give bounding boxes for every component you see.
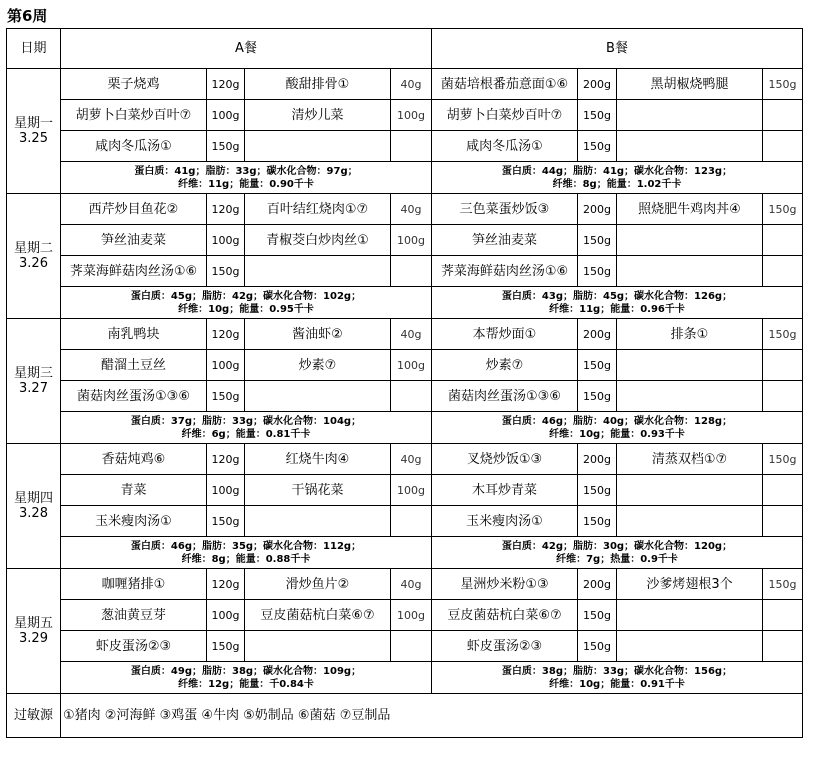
meal-b-dish-2: 照烧肥牛鸡肉丼④ — [617, 194, 763, 225]
meal-a-dish-1: 葱油黄豆芽 — [61, 600, 207, 631]
meal-b-weight-1: 200g — [578, 319, 617, 350]
meal-b-dish-1: 胡萝卜白菜炒百叶⑦ — [432, 100, 578, 131]
meal-b-dish-2 — [617, 100, 763, 131]
meal-a-dish-2: 青椒茭白炒肉丝① — [245, 225, 391, 256]
meal-b-dish-2 — [617, 506, 763, 537]
meal-a-weight-2: 100g — [391, 100, 432, 131]
nutrition-line: 纤维：12g；能量：千0.84卡 — [178, 678, 314, 690]
meal-b-weight-1: 150g — [578, 506, 617, 537]
meal-b-dish-1: 叉烧炒饭①③ — [432, 444, 578, 475]
menu-row — [7, 319, 803, 350]
meal-a-dish-2 — [245, 381, 391, 412]
meal-b-dish-2 — [617, 381, 763, 412]
menu-row — [7, 444, 803, 475]
menu-row — [7, 569, 803, 600]
meal-a-weight-2: 100g — [391, 225, 432, 256]
nutrition-line: 纤维：11g；能量：0.90千卡 — [178, 178, 314, 190]
meal-b-weight-2 — [763, 100, 803, 131]
nutrition-row — [7, 537, 803, 569]
date-label: 3.27 — [19, 381, 48, 396]
day-cell — [7, 194, 61, 319]
nutrition-line: 蛋白质：41g；脂肪：33g；碳水化合物：97g； — [134, 165, 358, 177]
meal-a-dish-1: 咖喱猪排① — [61, 569, 207, 600]
meal-b-dish-1: 本帮炒面① — [432, 319, 578, 350]
menu-row — [7, 100, 803, 131]
meal-b-weight-2: 150g — [763, 444, 803, 475]
week-title: 第6周 — [7, 7, 48, 25]
meal-a-weight-2 — [391, 506, 432, 537]
nutrition-line: 纤维：10g；能量：0.91千卡 — [549, 678, 685, 690]
nutrition-b — [432, 662, 803, 694]
nutrition-line: 纤维：8g；能量：0.88千卡 — [181, 553, 311, 565]
meal-b-weight-1: 150g — [578, 100, 617, 131]
meal-a-dish-1: 醋溜土豆丝 — [61, 350, 207, 381]
meal-a-dish-1: 虾皮蛋汤②③ — [61, 631, 207, 662]
meal-a-weight-2: 40g — [391, 569, 432, 600]
nutrition-line: 纤维：8g；能量：1.02千卡 — [552, 178, 682, 190]
meal-b-header: B餐 — [432, 29, 803, 69]
meal-a-weight-1: 150g — [207, 506, 245, 537]
nutrition-line: 蛋白质：49g；脂肪：38g；碳水化合物：109g； — [130, 665, 362, 677]
nutrition-line: 蛋白质：44g；脂肪：41g；碳水化合物：123g； — [501, 165, 733, 177]
meal-b-weight-1: 150g — [578, 600, 617, 631]
meal-a-dish-2: 酱油虾② — [245, 319, 391, 350]
nutrition-a — [61, 412, 432, 444]
nutrition-line: 纤维：10g；能量：0.93千卡 — [549, 428, 685, 440]
meal-a-weight-1: 120g — [207, 319, 245, 350]
meal-a-dish-2: 炒素⑦ — [245, 350, 391, 381]
menu-row — [7, 600, 803, 631]
meal-b-dish-1: 豆皮菌菇杭白菜⑥⑦ — [432, 600, 578, 631]
meal-b-weight-2 — [763, 631, 803, 662]
meal-b-dish-2 — [617, 350, 763, 381]
meal-b-dish-1: 菌菇肉丝蛋汤①③⑥ — [432, 381, 578, 412]
nutrition-row — [7, 287, 803, 319]
meal-a-dish-2: 干锅花菜 — [245, 475, 391, 506]
meal-a-dish-1: 咸肉冬瓜汤① — [61, 131, 207, 162]
meal-a-dish-1: 玉米瘦肉汤① — [61, 506, 207, 537]
day-cell — [7, 444, 61, 569]
meal-b-dish-2 — [617, 256, 763, 287]
meal-b-dish-1: 笋丝油麦菜 — [432, 225, 578, 256]
nutrition-a — [61, 162, 432, 194]
meal-a-dish-2 — [245, 506, 391, 537]
meal-a-dish-1: 南乳鸭块 — [61, 319, 207, 350]
meal-a-weight-1: 120g — [207, 69, 245, 100]
meal-b-weight-1: 200g — [578, 444, 617, 475]
meal-b-dish-1: 三色菜蛋炒饭③ — [432, 194, 578, 225]
meal-b-weight-1: 200g — [578, 194, 617, 225]
weekday-label: 星期一 — [13, 116, 53, 131]
meal-b-weight-2 — [763, 225, 803, 256]
meal-a-weight-1: 150g — [207, 131, 245, 162]
nutrition-b — [432, 162, 803, 194]
meal-b-dish-2 — [617, 225, 763, 256]
meal-b-weight-1: 200g — [578, 569, 617, 600]
meal-a-dish-2: 红烧牛肉④ — [245, 444, 391, 475]
meal-a-weight-2 — [391, 381, 432, 412]
meal-b-weight-1: 150g — [578, 225, 617, 256]
meal-a-weight-2: 40g — [391, 319, 432, 350]
date-label: 3.26 — [19, 256, 48, 271]
meal-b-weight-1: 150g — [578, 131, 617, 162]
menu-row — [7, 225, 803, 256]
weekday-label: 星期四 — [13, 491, 53, 506]
meal-b-dish-1: 星洲炒米粉①③ — [432, 569, 578, 600]
weekday-label: 星期二 — [13, 241, 53, 256]
weekday-label: 星期三 — [13, 366, 53, 381]
meal-a-dish-2 — [245, 631, 391, 662]
menu-row — [7, 256, 803, 287]
meal-b-dish-2 — [617, 631, 763, 662]
meal-b-dish-1: 虾皮蛋汤②③ — [432, 631, 578, 662]
nutrition-row — [7, 412, 803, 444]
meal-b-weight-2 — [763, 475, 803, 506]
meal-b-dish-1: 咸肉冬瓜汤① — [432, 131, 578, 162]
nutrition-line: 蛋白质：42g；脂肪：30g；碳水化合物：120g； — [501, 540, 733, 552]
nutrition-b — [432, 537, 803, 569]
meal-a-weight-1: 150g — [207, 256, 245, 287]
meal-a-weight-1: 100g — [207, 475, 245, 506]
nutrition-line: 蛋白质：38g；脂肪：33g；碳水化合物：156g； — [501, 665, 733, 677]
meal-a-weight-1: 100g — [207, 100, 245, 131]
nutrition-line: 蛋白质：46g；脂肪：35g；碳水化合物：112g； — [130, 540, 362, 552]
nutrition-line: 纤维：11g；能量：0.96千卡 — [549, 303, 685, 315]
meal-a-weight-2: 100g — [391, 600, 432, 631]
date-label: 3.29 — [19, 631, 48, 646]
meal-a-weight-2: 100g — [391, 350, 432, 381]
meal-a-header: A餐 — [61, 29, 432, 69]
meal-a-weight-1: 100g — [207, 600, 245, 631]
meal-a-dish-1: 栗子烧鸡 — [61, 69, 207, 100]
meal-a-dish-2: 清炒儿菜 — [245, 100, 391, 131]
meal-a-weight-2: 40g — [391, 444, 432, 475]
weekday-label: 星期五 — [13, 616, 53, 631]
meal-a-dish-1: 笋丝油麦菜 — [61, 225, 207, 256]
date-label: 3.28 — [19, 506, 48, 521]
meal-b-weight-1: 200g — [578, 69, 617, 100]
day-cell — [7, 319, 61, 444]
meal-a-dish-2: 滑炒鱼片② — [245, 569, 391, 600]
meal-a-dish-2: 百叶结红烧肉①⑦ — [245, 194, 391, 225]
meal-a-weight-2: 40g — [391, 69, 432, 100]
date-header: 日期 — [7, 29, 61, 69]
meal-b-dish-2 — [617, 600, 763, 631]
nutrition-b — [432, 287, 803, 319]
meal-b-dish-2: 排条① — [617, 319, 763, 350]
meal-b-weight-2 — [763, 256, 803, 287]
nutrition-line: 蛋白质：43g；脂肪：45g；碳水化合物：126g； — [501, 290, 733, 302]
nutrition-a — [61, 537, 432, 569]
nutrition-line: 蛋白质：37g；脂肪：33g；碳水化合物：104g； — [130, 415, 362, 427]
meal-b-dish-1: 炒素⑦ — [432, 350, 578, 381]
meal-a-weight-1: 150g — [207, 381, 245, 412]
allergy-label: 过敏源 — [7, 694, 61, 738]
meal-b-weight-2: 150g — [763, 194, 803, 225]
nutrition-row — [7, 662, 803, 694]
nutrition-line: 纤维：7g；热量：0.9千卡 — [556, 553, 678, 565]
meal-b-dish-1: 玉米瘦肉汤① — [432, 506, 578, 537]
menu-table — [6, 28, 803, 738]
meal-b-weight-1: 150g — [578, 350, 617, 381]
day-cell — [7, 569, 61, 694]
meal-b-dish-2: 黑胡椒烧鸭腿 — [617, 69, 763, 100]
menu-row — [7, 194, 803, 225]
meal-b-weight-1: 150g — [578, 475, 617, 506]
nutrition-line: 纤维：10g；能量：0.95千卡 — [178, 303, 314, 315]
meal-a-dish-2: 豆皮菌菇杭白菜⑥⑦ — [245, 600, 391, 631]
meal-a-weight-2 — [391, 131, 432, 162]
menu-row — [7, 131, 803, 162]
meal-a-dish-2 — [245, 131, 391, 162]
meal-b-dish-2: 清蒸双档①⑦ — [617, 444, 763, 475]
meal-b-weight-2 — [763, 350, 803, 381]
meal-b-weight-1: 150g — [578, 256, 617, 287]
meal-b-weight-2: 150g — [763, 319, 803, 350]
nutrition-line: 蛋白质：46g；脂肪：40g；碳水化合物：128g； — [501, 415, 733, 427]
meal-b-weight-2: 150g — [763, 69, 803, 100]
meal-b-weight-2: 150g — [763, 569, 803, 600]
allergy-items: ①猪肉 ②河海鲜 ③鸡蛋 ④牛肉 ⑤奶制品 ⑥菌菇 ⑦豆制品 — [61, 694, 803, 738]
menu-row — [7, 631, 803, 662]
meal-b-weight-2 — [763, 131, 803, 162]
meal-a-dish-1: 青菜 — [61, 475, 207, 506]
meal-a-weight-1: 120g — [207, 194, 245, 225]
meal-a-dish-2: 酸甜排骨① — [245, 69, 391, 100]
menu-row — [7, 381, 803, 412]
meal-a-weight-1: 120g — [207, 444, 245, 475]
meal-a-weight-2 — [391, 256, 432, 287]
nutrition-a — [61, 662, 432, 694]
meal-b-dish-2 — [617, 475, 763, 506]
nutrition-row — [7, 162, 803, 194]
menu-row — [7, 506, 803, 537]
day-cell — [7, 69, 61, 194]
menu-row — [7, 69, 803, 100]
menu-row — [7, 475, 803, 506]
meal-b-weight-2 — [763, 506, 803, 537]
meal-a-dish-1: 西芹炒目鱼花② — [61, 194, 207, 225]
meal-a-dish-1: 荠菜海鲜菇肉丝汤①⑥ — [61, 256, 207, 287]
meal-a-weight-1: 120g — [207, 569, 245, 600]
meal-b-weight-2 — [763, 381, 803, 412]
meal-a-weight-2: 40g — [391, 194, 432, 225]
meal-b-weight-2 — [763, 600, 803, 631]
meal-b-dish-1: 菌菇培根番茄意面①⑥ — [432, 69, 578, 100]
meal-b-weight-1: 150g — [578, 631, 617, 662]
meal-a-weight-2: 100g — [391, 475, 432, 506]
menu-row — [7, 350, 803, 381]
nutrition-b — [432, 412, 803, 444]
meal-a-dish-1: 香菇炖鸡⑥ — [61, 444, 207, 475]
meal-b-dish-2: 沙爹烤翅根3个 — [617, 569, 763, 600]
date-label: 3.25 — [19, 131, 48, 146]
meal-b-weight-1: 150g — [578, 381, 617, 412]
meal-a-weight-1: 100g — [207, 350, 245, 381]
meal-b-dish-2 — [617, 131, 763, 162]
nutrition-line: 纤维：6g；能量：0.81千卡 — [181, 428, 311, 440]
nutrition-line: 蛋白质：45g；脂肪：42g；碳水化合物：102g； — [130, 290, 362, 302]
meal-a-dish-1: 胡萝卜白菜炒百叶⑦ — [61, 100, 207, 131]
meal-a-weight-1: 150g — [207, 631, 245, 662]
meal-a-dish-1: 菌菇肉丝蛋汤①③⑥ — [61, 381, 207, 412]
meal-a-weight-1: 100g — [207, 225, 245, 256]
nutrition-a — [61, 287, 432, 319]
meal-b-dish-1: 木耳炒青菜 — [432, 475, 578, 506]
meal-b-dish-1: 荠菜海鲜菇肉丝汤①⑥ — [432, 256, 578, 287]
meal-a-weight-2 — [391, 631, 432, 662]
meal-a-dish-2 — [245, 256, 391, 287]
